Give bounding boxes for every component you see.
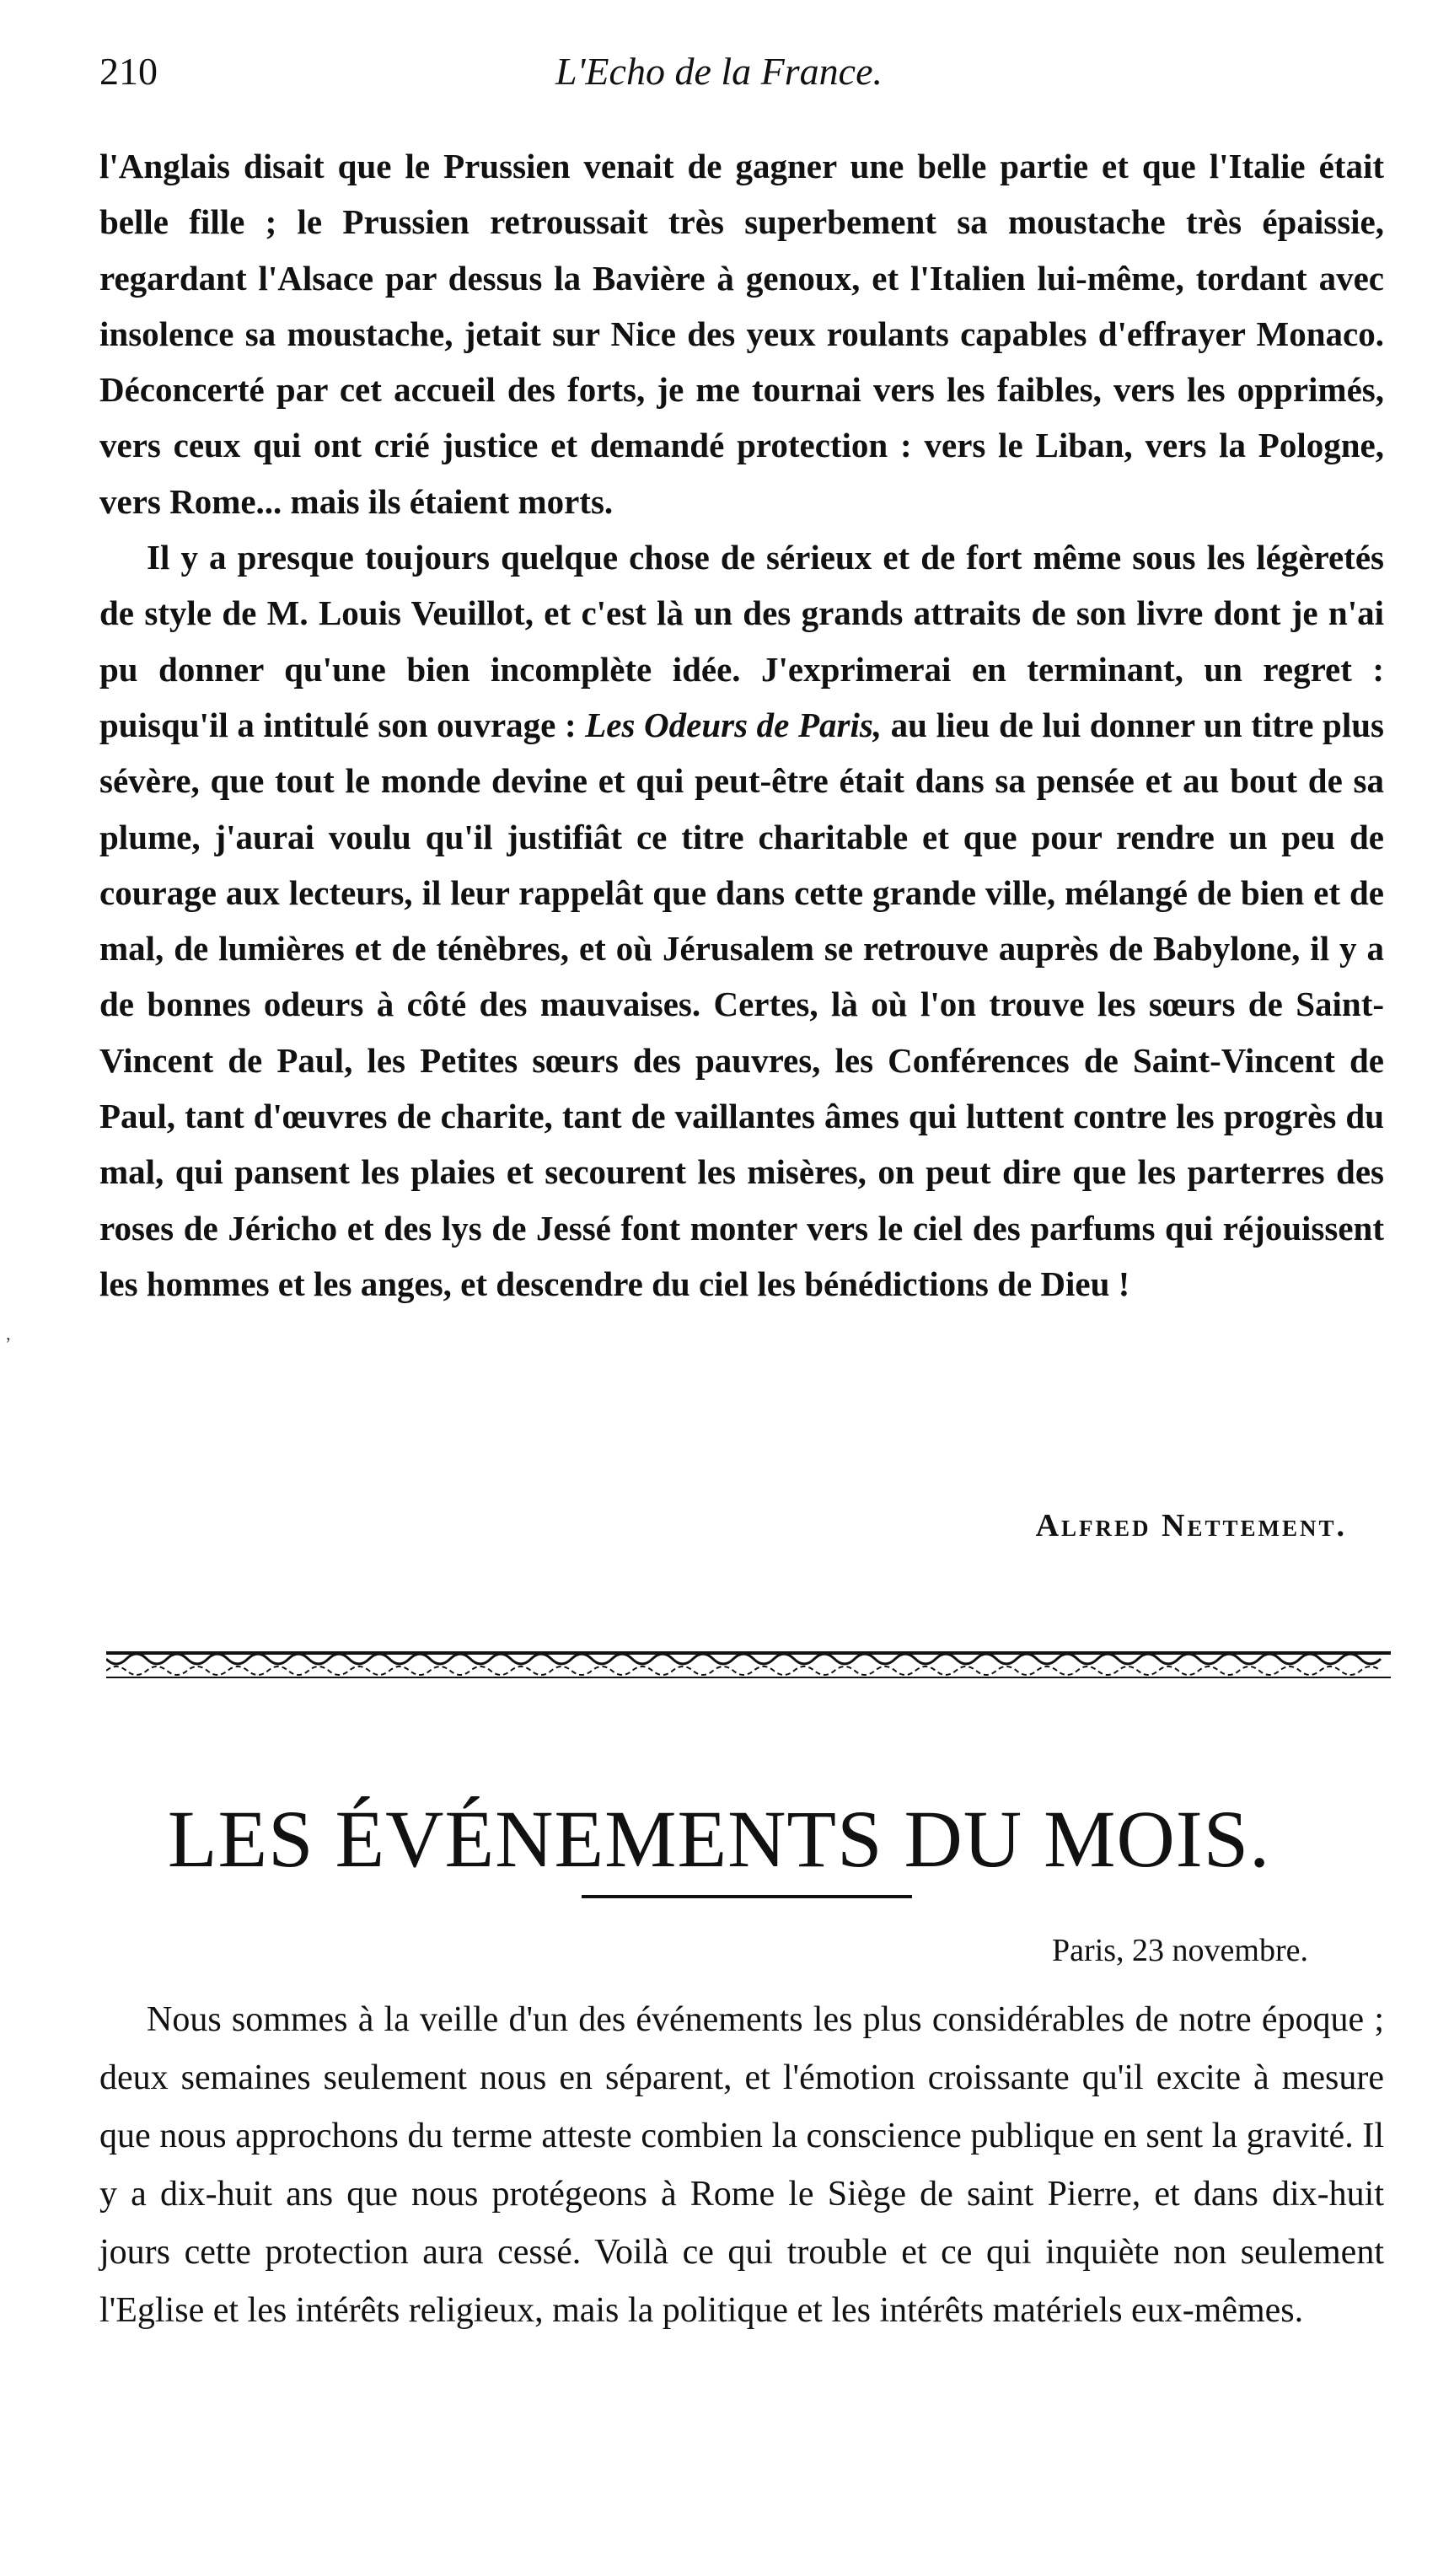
page-number: 210 bbox=[99, 50, 158, 93]
author-signature: Alfred Nettement. bbox=[1035, 1508, 1347, 1543]
book-title: Les Odeurs de Paris, bbox=[585, 705, 883, 744]
margin-mark: ʼ bbox=[5, 1334, 12, 1355]
ornamental-divider bbox=[106, 1649, 1391, 1682]
article-text bbox=[99, 138, 1384, 1312]
events-paragraph: Nous sommes à la veille d'un des événements les plus considérables de notre époque ; deux semaines seulement nous en séparent, et l'émotion croissante qu'il excite à mesure que nous approchons du terme atteste combien la conscience publique en sent la gravité. Il y a dix-huit ans que nous protégeons à Rome le Siège de saint Pierre, et dans dix-huit jours cette protection aura cessé. Voilà ce qui trouble et ce qui inquiète non seulement l'Eglise et les intérêts religieux, mais la politique et les intérêts matériels eux-mêmes. bbox=[99, 2000, 1384, 2330]
section-title: LES ÉVÉNEMENTS DU MOIS. bbox=[167, 1794, 1271, 1885]
article-paragraph-2-end: au lieu de lui donner un titre plus sévère, que tout le monde devine et qui peut-être était dans sa pensée et au bout de sa plume, j'aurai voulu qu'il justifiât ce titre charitable et que pour rendre un peu de courage aux lecteurs, il leur rappelât que dans cette grande ville, mélangé de bien et de mal, de lumières et de ténèbres, et où Jérusalem se retrouve auprès de Babylone, il y a de bonnes odeurs à côté des mauvaises. Certes, là où l'on trouve les sœurs de Saint-Vincent de Paul, les Petites sœurs des pauvres, les Conférences de Saint-Vincent de Paul, tant d'œuvres de charite, tant de vaillantes âmes qui luttent contre les progrès du mal, qui pansent les plaies et secourent les misères, on peut dire que les parterres des roses de Jéricho et des lys de Jessé font monter vers le ciel des parfums qui réjouissent les hommes et les anges, et descendre du ciel les bénédictions de Dieu ! bbox=[99, 705, 1385, 1303]
article-paragraph-2-start: Il y a presque toujours quelque chose de sérieux et de fort même sous les légèretés de style de M. Louis Veuillot, et c'est là un des grands attraits de son livre dont je n'ai pu donner qu'une bien incomplète idée. J'exprimerai en terminant, un regret : puisqu'il a intitulé son ouvrage : bbox=[99, 538, 1384, 744]
running-title: L'Echo de la France. bbox=[555, 50, 883, 93]
title-underline bbox=[582, 1895, 912, 1898]
article-paragraph-2 bbox=[99, 529, 1384, 1312]
dateline: Paris, 23 novembre. bbox=[1052, 1933, 1308, 1968]
article-paragraph-1: l'Anglais disait que le Prussien venait de gagner une belle partie et que l'Italie était belle fille ; le Prussien retroussait très superbement sa moustache très épaissie, regardant l'Alsace par dessus la Bavière à genoux, et l'Italien lui-même, tordant avec insolence sa moustache, jetait sur Nice des yeux roulants capables d'effrayer Monaco. Déconcerté par cet accueil des forts, je me tournai vers les faibles, vers les opprimés, vers ceux qui ont crié justice et demandé protection : vers le Liban, vers la Pologne, vers Rome... mais ils étaient morts. bbox=[99, 147, 1384, 521]
running-head bbox=[99, 49, 1339, 108]
events-text bbox=[99, 1991, 1384, 2340]
